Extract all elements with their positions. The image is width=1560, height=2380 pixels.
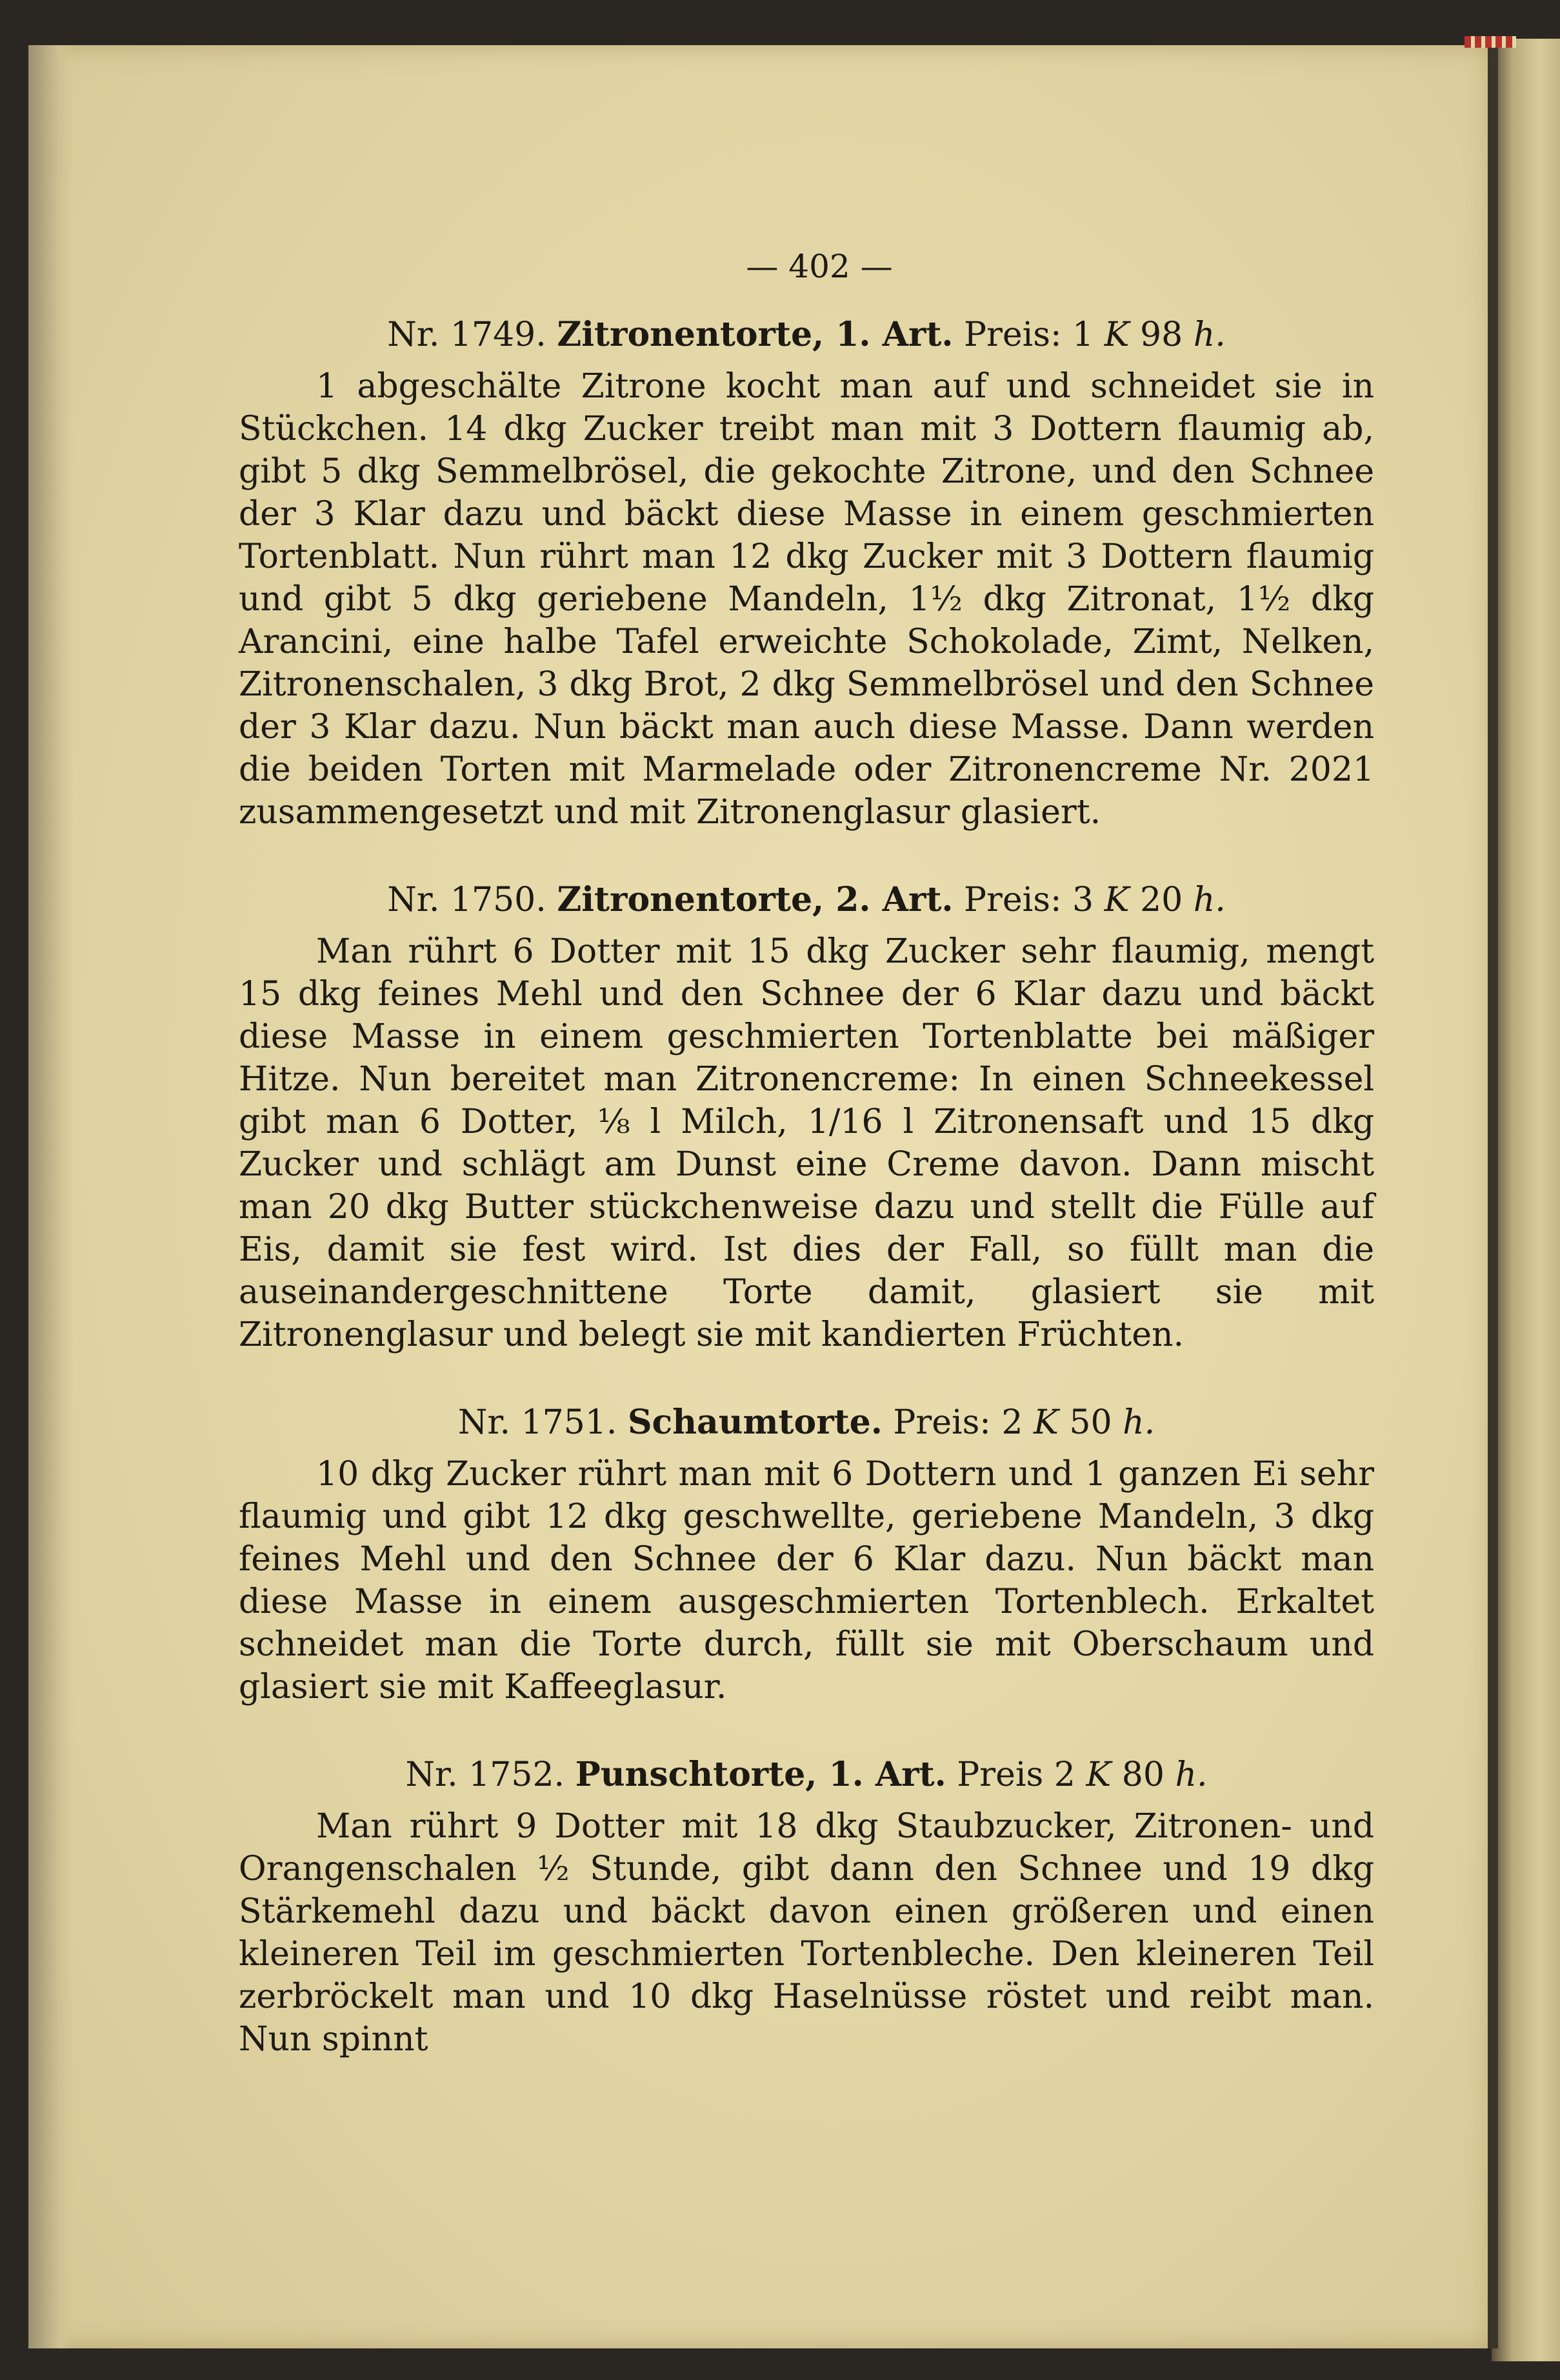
price-kronen-unit: K	[1034, 1403, 1059, 1442]
recipe-number: Nr. 1752.	[405, 1755, 565, 1794]
recipe-heading	[239, 1754, 1374, 1796]
recipe-heading	[239, 314, 1374, 356]
page-edge-mark	[1465, 36, 1516, 48]
price-kronen: 1	[1072, 315, 1094, 354]
price-kronen-unit: K	[1104, 315, 1130, 354]
price-label: Preis:	[964, 315, 1062, 354]
price-heller-unit: h.	[1175, 1755, 1208, 1794]
recipe-title: Zitronentorte, 1. Art.	[557, 315, 954, 354]
price-label: Preis	[957, 1755, 1044, 1794]
price-kronen-unit: K	[1104, 881, 1130, 919]
price-heller-unit: h.	[1193, 315, 1226, 354]
page-text	[239, 245, 1374, 2106]
price-label: Preis:	[964, 881, 1062, 919]
recipe-body: 1 abgeschälte Zitrone kocht man auf und schneidet sie in Stückchen. 14 dkg Zucker treibt man mit 3 Dottern flaumig ab, gibt 5 dkg Semmelbrösel, die gekochte Zitrone, und den Schnee der 3 Klar dazu und bäckt diese Masse in einem geschmierten Tortenblatt. Nun rührt man 12 dkg Zucker mit 3 Dottern flaumig und gibt 5 dkg geriebene Mandeln, 1½ dkg Zitronat, 1½ dkg Arancini, eine halbe Tafel erweichte Schokolade, Zimt, Nelken, Zitronenschalen, 3 dkg Brot, 2 dkg Semmelbrösel und den Schnee der 3 Klar dazu. Nun bäckt man auch diese Masse. Dann werden die beiden Torten mit Marmelade oder Zitronencreme Nr. 2021 zusammengesetzt und mit Zitronenglasur glasiert.	[239, 367, 1374, 832]
price-kronen: 2	[1054, 1755, 1075, 1794]
price-label: Preis:	[893, 1403, 991, 1442]
page-fold	[1488, 45, 1498, 2348]
price-heller: 98	[1140, 315, 1183, 354]
recipe-title: Punschtorte, 1. Art.	[575, 1755, 946, 1794]
recipe-title: Schaumtorte.	[627, 1403, 883, 1442]
recipe-number: Nr. 1751.	[457, 1403, 617, 1442]
recipe-1749	[239, 314, 1374, 834]
price-heller: 50	[1069, 1403, 1112, 1442]
recipe-heading	[239, 879, 1374, 921]
recipe-1751	[239, 1401, 1374, 1708]
recipe-number: Nr. 1750.	[387, 881, 546, 919]
price-heller: 20	[1140, 881, 1183, 919]
page-gutter-shadow	[28, 45, 74, 2348]
recipe-body: Man rührt 9 Dotter mit 18 dkg Staubzucker, Zitronen- und Orangenschalen ½ Stunde, gibt dann den Schnee und 19 dkg Stärkemehl dazu und bäckt davon einen größeren und einen kleineren Teil im geschmierten Tortenbleche. Den kleineren Teil zerbröckelt man und 10 dkg Haselnüsse röstet und reibt man. Nun spinnt	[239, 1807, 1374, 2059]
recipe-body: 10 dkg Zucker rührt man mit 6 Dottern und 1 ganzen Ei sehr flaumig und gibt 12 dkg geschwellte, geriebene Mandeln, 3 dkg feines Mehl und den Schnee der 6 Klar dazu. Nun bäckt man diese Masse in einem ausgeschmierten Tortenblech. Erkaltet schneidet man die Torte durch, füllt sie mit Oberschaum und glasiert sie mit Kaffeeglasur.	[239, 1455, 1374, 1706]
price-heller-unit: h.	[1123, 1403, 1155, 1442]
recipe-heading	[239, 1401, 1374, 1444]
price-kronen: 3	[1072, 881, 1094, 919]
price-heller-unit: h.	[1193, 881, 1226, 919]
recipe-body: Man rührt 6 Dotter mit 15 dkg Zucker sehr flaumig, mengt 15 dkg feines Mehl und den Schnee der 6 Klar dazu und bäckt diese Masse in einem geschmierten Tortenblatte bei mäßiger Hitze. Nun bereitet man Zitronencreme: In einen Schneekessel gibt man 6 Dotter, ⅛ l Milch, 1/16 l Zitronensaft und 15 dkg Zucker und schlägt am Dunst eine Creme davon. Dann mischt man 20 dkg Butter stückchenweise dazu und stellt die Fülle auf Eis, damit sie fest wird. Ist dies der Fall, so füllt man die auseinandergeschnittene Torte damit, glasiert sie mit Zitronenglasur und belegt sie mit kandierten Früchten.	[239, 932, 1374, 1354]
price-heller: 80	[1121, 1755, 1165, 1794]
recipe-number: Nr. 1749.	[387, 315, 546, 354]
price-kronen: 2	[1001, 1403, 1023, 1442]
page-number: — 402 —	[746, 248, 893, 285]
recipe-title: Zitronentorte, 2. Art.	[557, 880, 954, 919]
recipe-1750	[239, 879, 1374, 1356]
adjacent-page-edge	[1492, 39, 1560, 2361]
recipe-1752	[239, 1754, 1374, 2061]
price-kronen-unit: K	[1086, 1755, 1112, 1794]
